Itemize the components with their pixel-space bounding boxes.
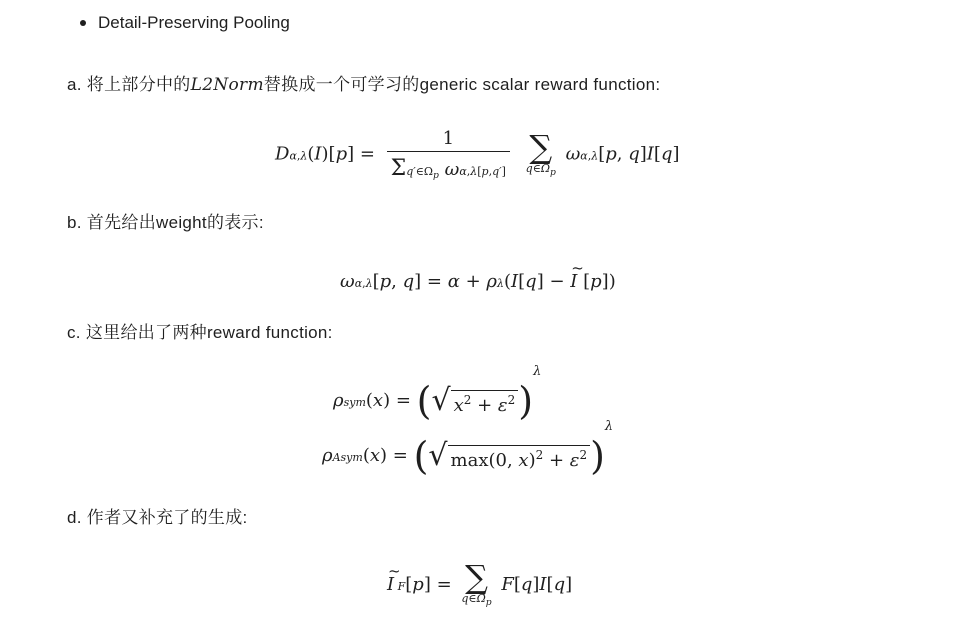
sum-symbol: ∑ $q\in\Omegã_p$	[461, 558, 492, 609]
equation-d-alpha-lambda: Dα,λ(I)[p] = $\frac{1}{\Sigma q'\in\Omega_p \omega\alpha,\lambda[p,q']}$ ∑ $q\in\Omega_p$ ωα,λ[p, q]I[q]	[275, 127, 680, 182]
step-a-prefix: a. 将上部分中的	[67, 75, 191, 94]
step-b: b. 首先给出weight的表示:	[67, 213, 264, 232]
step-a-math: L2Norm	[190, 75, 264, 95]
step-c: c. 这里给出了两种reward function:	[67, 323, 333, 342]
equation-rho-asym: ρAsym(x) = ( √ max(0, $x)^2 + \varepsilon^2$ )$^\lambda$	[322, 419, 614, 478]
sum-symbol: ∑ $q\in\Omega_p$	[525, 127, 556, 178]
step-d: d. 作者又补充了的生成:	[67, 508, 248, 527]
step-a-suffix: 替换成一个可学习的generic scalar reward function:	[263, 75, 661, 94]
fraction: $\frac{1}{\Sigma q'\in\Omega_p \omega\alpha,\lambda[p,q']}$	[387, 128, 510, 181]
step-a	[67, 70, 660, 95]
bullet-item	[80, 13, 290, 33]
bullet-text: Detail-Preserving Pooling	[98, 13, 290, 32]
bullet-dot-icon	[80, 20, 86, 26]
equation-rho-sym: ρsym(x) = ( √ $x^2 + \varepsilon^2$ )$^\lambda$	[333, 364, 542, 423]
equation-weight: ωα,λ[p, q] = α + ρλ(I[q] − ~ I [p])	[340, 271, 616, 292]
equation-i-tilde-f: ~ I F[p] = ∑ $q\in\Omegã_p$ F[q]I[q]	[387, 562, 572, 608]
